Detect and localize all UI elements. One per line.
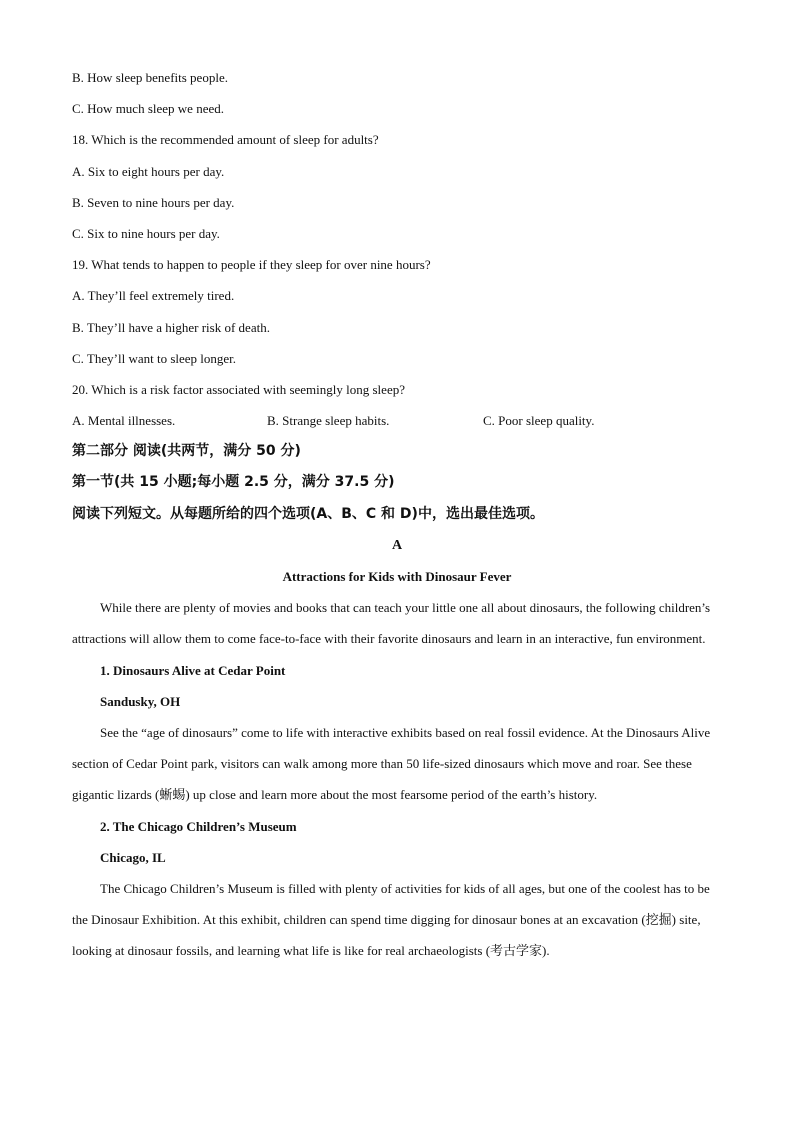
q20-option-c: C. Poor sleep quality.	[483, 413, 595, 429]
q20-options	[72, 405, 722, 436]
question-19: 19. What tends to happen to people if they sleep for over nine hours?	[72, 257, 431, 273]
q18-option-c: C. Six to nine hours per day.	[72, 225, 220, 241]
passage-intro: While there are plenty of movies and books that can teach your little one all about dinosaurs, the following children’s attractions will allow them to come face-to-face with their favorite dinosaurs and learn in an interactive, fun environment.	[72, 600, 711, 647]
q20-option-a: A. Mental illnesses.	[72, 413, 176, 429]
item2-text: The Chicago Children’s Museum is filled with plenty of activities for kids of all ages, but one of the coolest has to be the Dinosaur Exhibition. At this exhibit, children can spend time digging for dinosaur bones at an excavation (挖掘) site, looking at dinosaur fossils, and learning what life is like for real archaeologists (考古学家).	[72, 880, 710, 959]
q19-option-a: A. They’ll feel extremely tired.	[72, 288, 235, 304]
document-page	[72, 62, 722, 967]
item1-title: 1. Dinosaurs Alive at Cedar Point	[100, 662, 286, 678]
q18-option-b: B. Seven to nine hours per day.	[72, 194, 235, 210]
passage-letter: A	[391, 537, 403, 553]
q18-option-a: A. Six to eight hours per day.	[72, 163, 225, 179]
q17-option-c: C. How much sleep we need.	[72, 101, 224, 117]
passage-title: Attractions for Kids with Dinosaur Fever	[282, 569, 512, 584]
q19-option-c: C. They’ll want to sleep longer.	[72, 350, 237, 366]
item2-place: Chicago, IL	[100, 849, 166, 865]
part2-heading: 第二部分 阅读(共两节，满分 50 分)	[72, 443, 301, 460]
q17-option-b: B. How sleep benefits people.	[72, 70, 228, 85]
section1-heading: 第一节(共 15 小题;每小题 2.5 分，满分 37.5 分)	[72, 474, 395, 491]
q20-option-b: B. Strange sleep habits.	[267, 413, 390, 429]
item1-text: See the “age of dinosaurs” come to life with interactive exhibits based on real fossil evidence. At the Dinosaurs Alive section of Cedar Point park, visitors can walk among more than 50 life-sized dinosaurs which move and roar. See these gigantic lizards (蜥蜴) up close and learn more about the most fearsome period of the earth’s history.	[72, 724, 711, 803]
question-20: 20. Which is a risk factor associated with seemingly long sleep?	[72, 381, 405, 397]
question-18: 18. Which is the recommended amount of sleep for adults?	[72, 132, 379, 148]
q19-option-b: B. They’ll have a higher risk of death.	[72, 319, 270, 335]
item2-title: 2. The Chicago Children’s Museum	[100, 818, 297, 834]
reading-instruction: 阅读下列短文。从每题所给的四个选项(A、B、C 和 D)中，选出最佳选项。	[72, 505, 544, 522]
item1-place: Sandusky, OH	[100, 693, 181, 709]
